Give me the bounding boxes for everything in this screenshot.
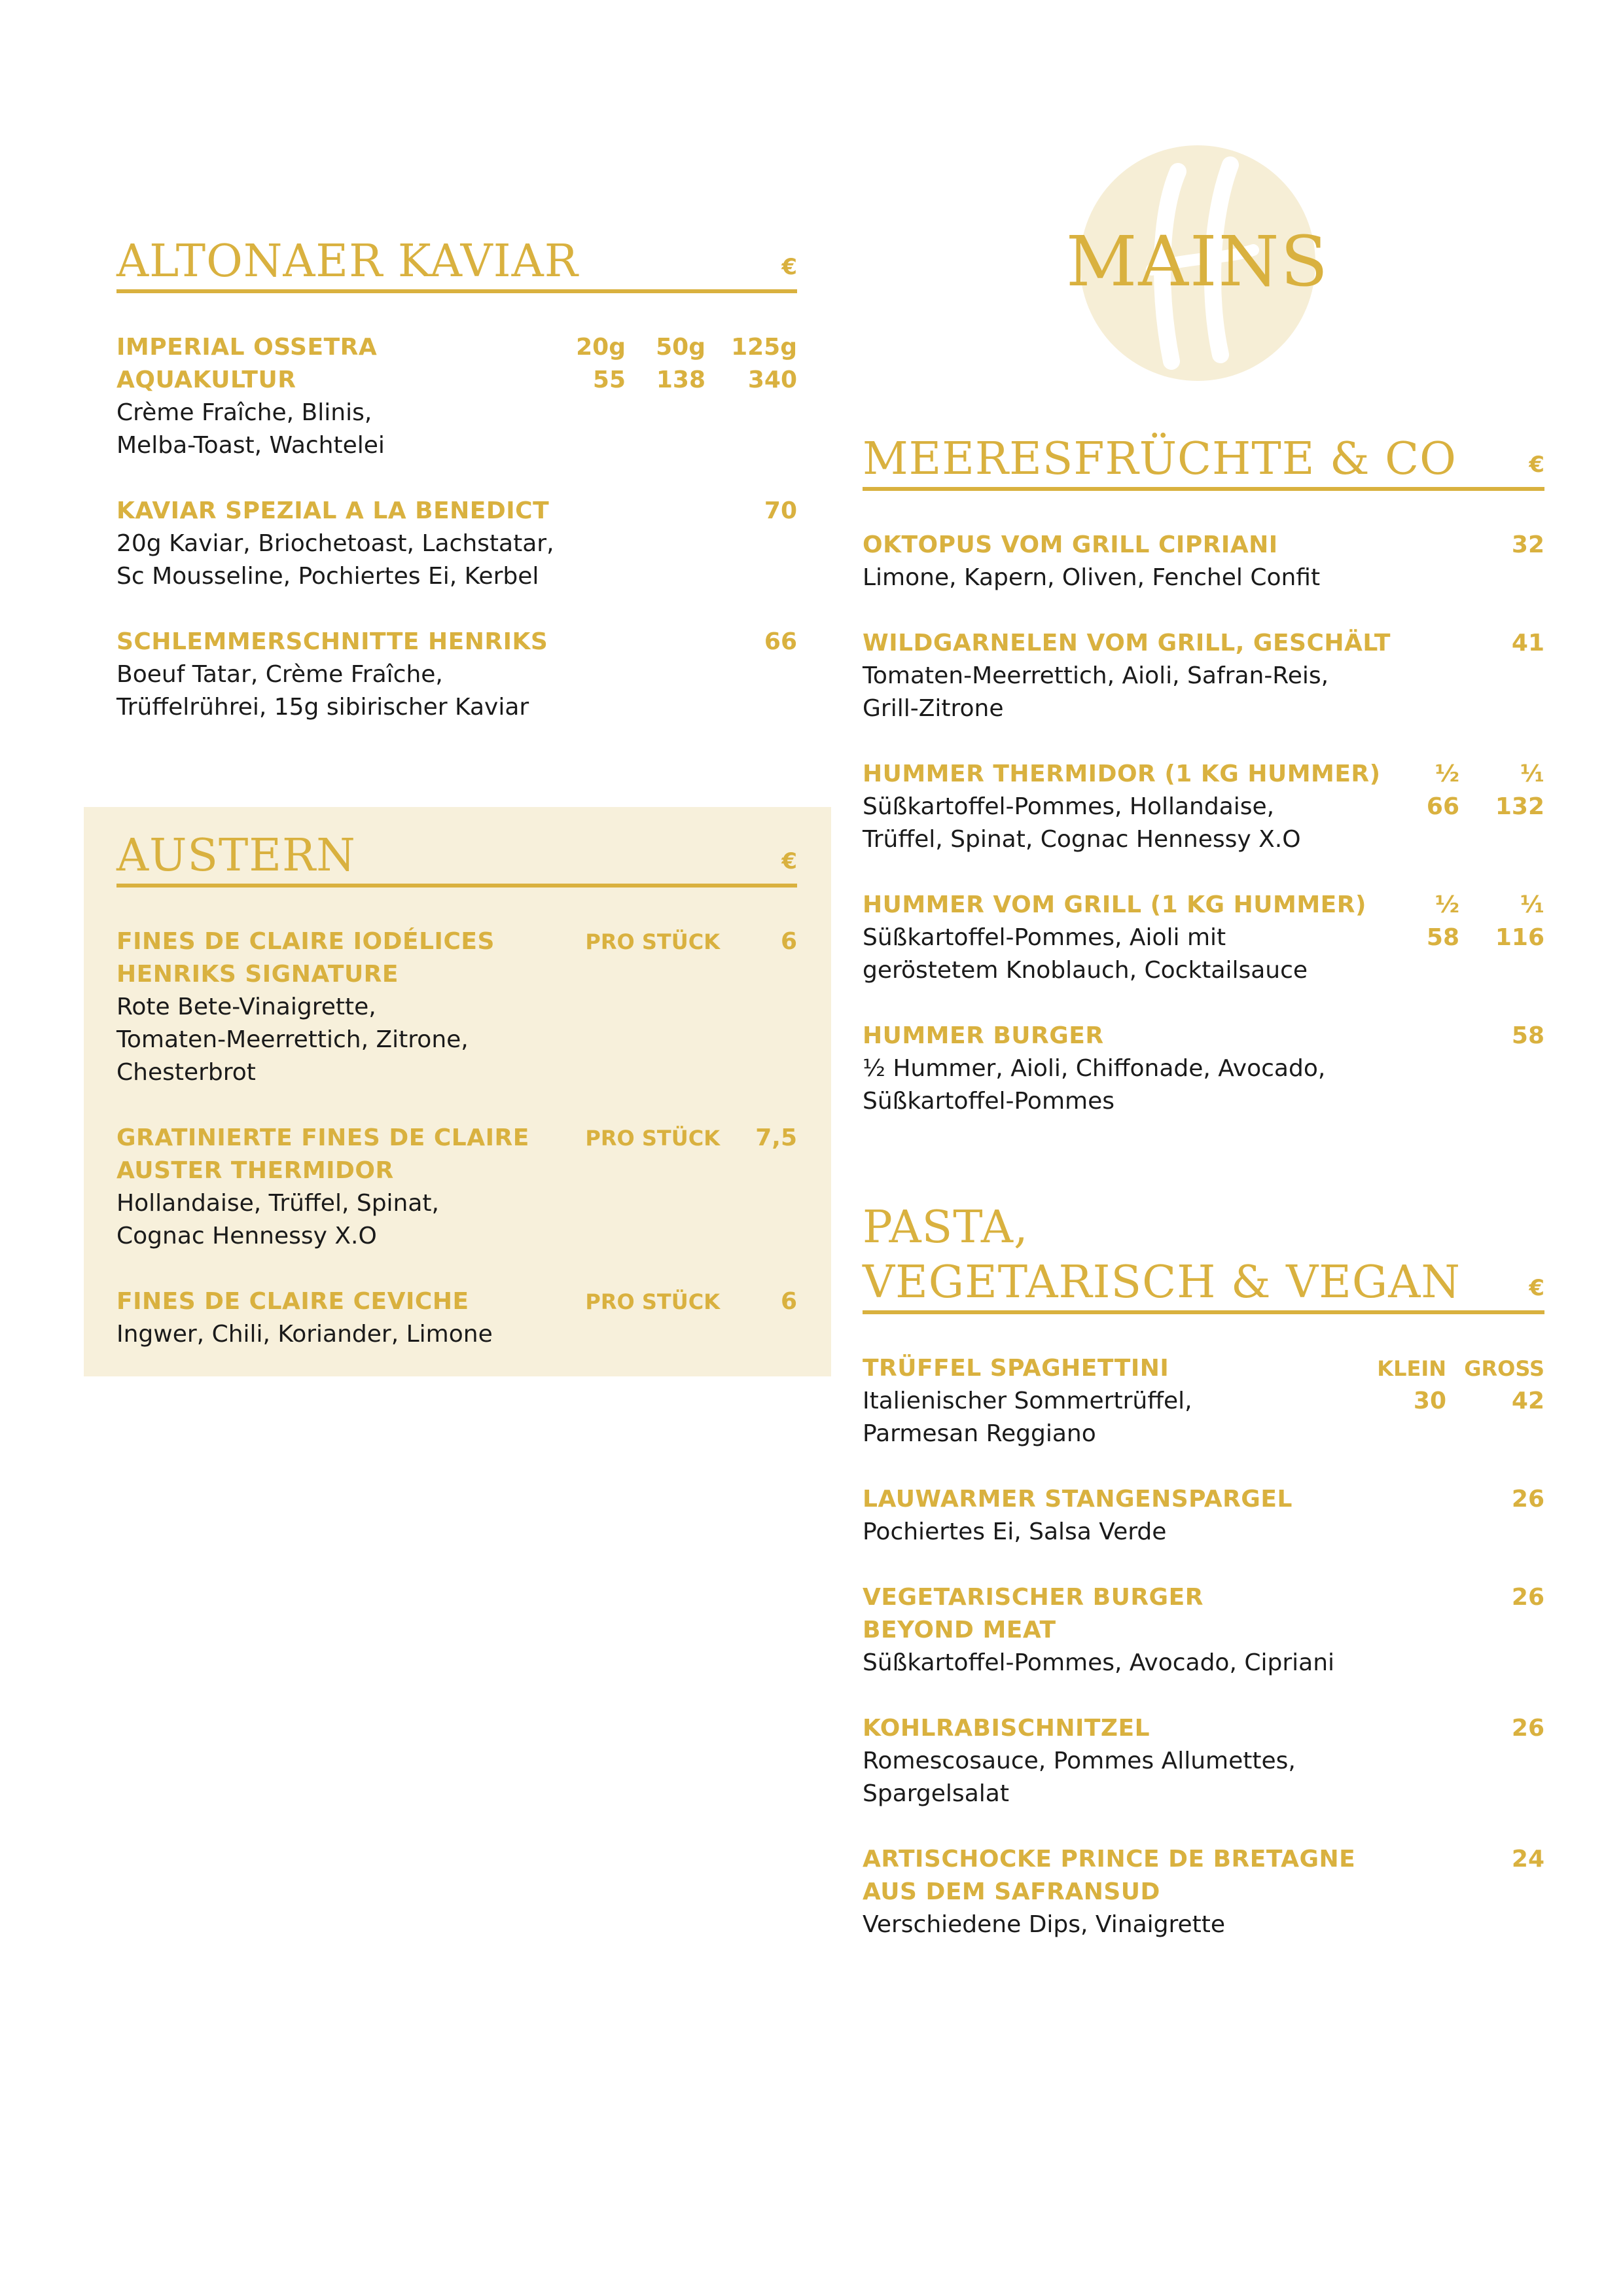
unit-label: PRO STÜCK (585, 929, 720, 954)
menu-item (863, 1020, 1544, 1118)
item-price: 58 (1511, 1022, 1544, 1049)
menu-item (116, 626, 797, 724)
item-description: Trüffel, Spinat, Cognac Hennessy X.O (863, 826, 1301, 853)
portion-label: ½ (1435, 891, 1459, 918)
whole-portion-column (1466, 889, 1544, 954)
section-header (116, 829, 797, 888)
item-description: Romescosauce, Pommes Allumettes, (863, 1748, 1296, 1774)
item-description: Rote Bete-Vinaigrette, (116, 994, 376, 1020)
portion-label: GROSS (1464, 1356, 1544, 1381)
menu-item (863, 1712, 1544, 1810)
size-column-1 (547, 331, 626, 397)
whole-portion-column (1466, 758, 1544, 823)
half-portion-column (1394, 758, 1459, 823)
item-price: 7,5 (755, 1124, 797, 1151)
item-price: 116 (1495, 924, 1544, 951)
size-column-3 (712, 331, 797, 397)
item-description: Ingwer, Chili, Koriander, Limone (116, 1321, 493, 1348)
portion-label: ½ (1435, 761, 1459, 787)
section-title: MEERESFRÜCHTE & CO (863, 433, 1457, 485)
item-name: HUMMER BURGER (863, 1022, 1104, 1049)
item-name: SCHLEMMERSCHNITTE HENRIKS (116, 628, 548, 655)
page-title: MAINS (1065, 221, 1330, 302)
item-description: Parmesan Reggiano (863, 1420, 1096, 1447)
item-price: 66 (1426, 793, 1459, 820)
menu-item (116, 1285, 797, 1351)
item-description: Süßkartoffel-Pommes, Hollandaise, (863, 793, 1275, 820)
item-name-line2: HENRIKS SIGNATURE (116, 961, 399, 988)
item-description: 20g Kaviar, Briochetoast, Lachstatar, (116, 530, 554, 557)
section-title-line2: VEGETARISCH & VEGAN (863, 1257, 1461, 1308)
item-name: FINES DE CLAIRE IODÉLICES (116, 928, 495, 955)
item-name: HUMMER THERMIDOR (1 KG HUMMER) (863, 761, 1381, 787)
menu-item (863, 889, 1544, 987)
item-description: Süßkartoffel-Pommes, Aioli mit (863, 924, 1226, 951)
menu-item (863, 1483, 1544, 1549)
item-price: 26 (1511, 1486, 1544, 1513)
currency-label: € (1529, 452, 1544, 478)
item-description: Italienischer Sommertrüffel, (863, 1388, 1192, 1414)
item-description: Limone, Kapern, Oliven, Fenchel Confit (863, 564, 1321, 591)
large-portion-column (1453, 1352, 1544, 1418)
item-name-line2: BEYOND MEAT (863, 1617, 1056, 1643)
menu-item (863, 627, 1544, 725)
item-price: 6 (780, 928, 797, 955)
item-name-line2: AUSTER THERMIDOR (116, 1157, 394, 1184)
item-price: 26 (1511, 1715, 1544, 1742)
small-portion-column (1361, 1352, 1446, 1418)
item-price: 42 (1511, 1388, 1544, 1414)
item-name: KAVIAR SPEZIAL A LA BENEDICT (116, 497, 550, 524)
item-price: 58 (1426, 924, 1459, 951)
item-description: Trüffelrührei, 15g sibirischer Kaviar (116, 694, 529, 721)
item-description: Süßkartoffel-Pommes (863, 1088, 1115, 1115)
item-price: 32 (1511, 531, 1544, 558)
item-description: Sc Mousseline, Pochiertes Ei, Kerbel (116, 563, 539, 590)
item-description: geröstetem Knoblauch, Cocktailsauce (863, 957, 1308, 984)
section-title: PASTA, (863, 1202, 1029, 1253)
item-description: Hollandaise, Trüffel, Spinat, (116, 1190, 439, 1217)
item-name: OKTOPUS VOM GRILL CIPRIANI (863, 531, 1278, 558)
item-description: Grill-Zitrone (863, 695, 1004, 722)
half-portion-column (1394, 889, 1459, 954)
item-description: Melba-Toast, Wachtelei (116, 432, 385, 459)
item-description: Cognac Hennessy X.O (116, 1223, 377, 1249)
unit-label: PRO STÜCK (585, 1126, 720, 1151)
item-description: Tomaten-Meerrettich, Zitrone, (116, 1026, 469, 1053)
item-price: 26 (1511, 1584, 1544, 1611)
item-name: FINES DE CLAIRE CEVICHE (116, 1288, 469, 1315)
section-header (863, 1200, 1544, 1314)
size-column-2 (627, 331, 705, 397)
menu-item (116, 495, 797, 593)
section-pasta (863, 1200, 1544, 1974)
item-description: Pochiertes Ei, Salsa Verde (863, 1518, 1167, 1545)
section-title: ALTONAER KAVIAR (116, 236, 579, 287)
item-name: HUMMER VOM GRILL (1 KG HUMMER) (863, 891, 1366, 918)
portion-label: KLEIN (1377, 1356, 1446, 1381)
item-price: 66 (764, 628, 797, 655)
item-price: 24 (1511, 1846, 1544, 1873)
currency-label: € (781, 254, 797, 280)
item-name-line2: AQUAKULTUR (116, 367, 296, 393)
item-price: 6 (780, 1288, 797, 1315)
menu-item (863, 1843, 1544, 1941)
item-price: 41 (1511, 630, 1544, 656)
item-description: Spargelsalat (863, 1780, 1009, 1807)
item-name: ARTISCHOCKE PRINCE DE BRETAGNE (863, 1846, 1356, 1873)
menu-item (116, 925, 797, 1089)
item-name: KOHLRABISCHNITZEL (863, 1715, 1150, 1742)
item-name: WILDGARNELEN VOM GRILL, GESCHÄLT (863, 630, 1391, 656)
menu-item (116, 1122, 797, 1253)
item-name: IMPERIAL OSSETRA (116, 334, 378, 361)
portion-label: ¹⁄₁ (1520, 891, 1544, 918)
item-price: 55 (592, 367, 626, 393)
menu-item (863, 1352, 1544, 1450)
item-price: 138 (656, 367, 705, 393)
section-header (863, 432, 1544, 491)
item-price: 340 (747, 367, 797, 393)
unit-label: PRO STÜCK (585, 1289, 720, 1314)
size-label: 20g (576, 334, 626, 361)
item-price: 132 (1495, 793, 1544, 820)
item-name: GRATINIERTE FINES DE CLAIRE (116, 1124, 529, 1151)
currency-label: € (781, 848, 797, 874)
size-label: 125g (731, 334, 797, 361)
item-description: Crème Fraîche, Blinis, (116, 399, 372, 426)
item-description: Tomaten-Meerrettich, Aioli, Safran-Reis, (863, 662, 1329, 689)
item-description: Süßkartoffel-Pommes, Avocado, Cipriani (863, 1649, 1335, 1676)
menu-item (863, 1581, 1544, 1679)
item-description: Boeuf Tatar, Crème Fraîche, (116, 661, 443, 688)
item-description: Chesterbrot (116, 1059, 256, 1086)
item-name: TRÜFFEL SPAGHETTINI (863, 1355, 1169, 1382)
menu-item (863, 529, 1544, 594)
item-name: VEGETARISCHER BURGER (863, 1584, 1204, 1611)
size-label: 50g (656, 334, 705, 361)
portion-label: ¹⁄₁ (1520, 761, 1544, 787)
item-description: Verschiedene Dips, Vinaigrette (863, 1911, 1226, 1938)
item-description: ½ Hummer, Aioli, Chiffonade, Avocado, (863, 1055, 1326, 1082)
item-price: 70 (764, 497, 797, 524)
item-name-line2: AUS DEM SAFRANSUD (863, 1878, 1160, 1905)
item-name: LAUWARMER STANGENSPARGEL (863, 1486, 1293, 1513)
item-price: 30 (1413, 1388, 1446, 1414)
section-kaviar (116, 234, 797, 757)
section-header (116, 234, 797, 293)
section-meeresfruechte (863, 432, 1544, 1151)
menu-item (116, 331, 797, 462)
section-austern (116, 829, 797, 1384)
menu-item (863, 758, 1544, 856)
currency-label: € (1529, 1275, 1544, 1301)
section-title: AUSTERN (116, 830, 356, 882)
